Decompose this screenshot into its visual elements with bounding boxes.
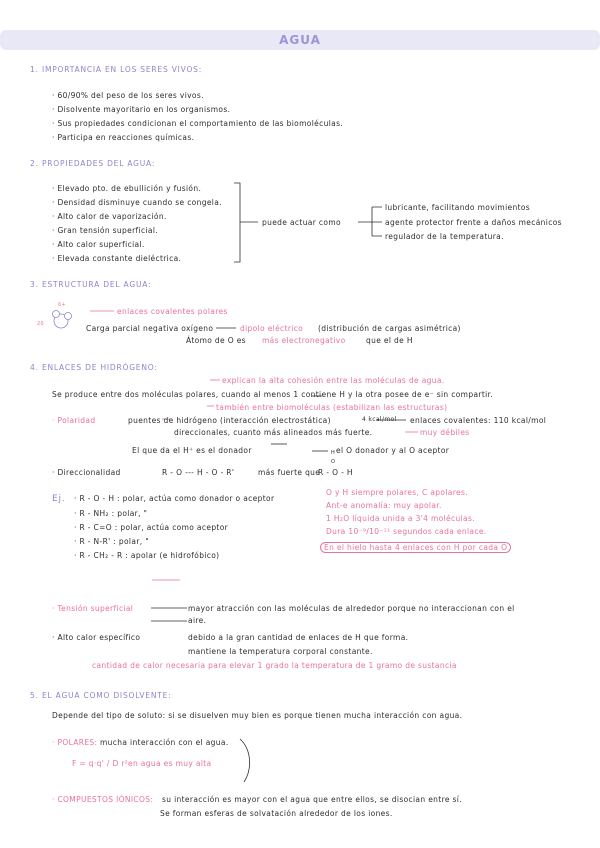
list-item: · Densidad disminuye cuando se congela. — [52, 198, 222, 207]
side-note: Dura 10⁻⁹/10⁻¹¹ segundos cada enlace. — [326, 527, 487, 536]
polares-text: mucha interacción con el agua. — [100, 738, 229, 747]
puentes-text: puentes de hidrógeno (interacción electrostática) — [128, 416, 331, 425]
boxed-note: En el hielo hasta 4 enlaces con H por cada O — [320, 542, 511, 553]
example-item: · R - C=O : polar, actúa como aceptor — [74, 523, 229, 532]
also-note: también entre biomoléculas (estabilizan las estructuras) — [216, 403, 448, 412]
direccionalidad-bond2: R - O - H — [318, 468, 353, 477]
donor-text: El que da el H⁺ es el donador — [132, 446, 252, 455]
section-heading-disolvente: 5. EL AGUA COMO DISOLVENTE: — [30, 691, 172, 700]
role-item: lubricante, facilitando movimientos — [385, 203, 531, 212]
properties-connector-text: puede actuar como — [262, 218, 341, 227]
direccionalidad-o: O — [331, 459, 336, 465]
list-item: · Participa en reacciones químicas. — [52, 133, 195, 142]
dipole-paren-text: (distribución de cargas asimétrica) — [318, 324, 461, 333]
solvent-intro: Depende del tipo de soluto: si se disuelven muy bien es porque tienen mucha interacción con agua. — [52, 711, 463, 720]
tension-label: · Tensión superficial — [52, 604, 134, 613]
example-item: · R - N-R' : polar, " — [74, 537, 150, 546]
section-heading-importancia: 1. IMPORTANCIA EN LOS SERES VIVOS: — [30, 65, 203, 74]
charge-text: Carga parcial negativa oxígeno — [86, 324, 214, 333]
role-item: agente protector frente a daños mecánicos — [385, 218, 562, 227]
side-note: O y H siempre polares, C apolares. — [326, 488, 468, 497]
delta-plus-label: δ+ — [58, 302, 66, 308]
direccionalidad-mas: más fuerte que — [258, 468, 321, 477]
list-item: · Alto calor superficial. — [52, 240, 145, 249]
direccionalidad-h: H — [331, 450, 336, 456]
atom-text-a: Átomo de O es — [186, 336, 246, 345]
formula-note: en agua es muy alta — [128, 759, 212, 768]
direccionales-text: direccionales, cuanto más alineados más fuerte. — [174, 428, 373, 437]
direccionalidad-label: · Direccionalidad — [52, 468, 121, 477]
list-item: · 60/90% del peso de los seres vivos. — [52, 91, 204, 100]
muy-debiles-text: muy débiles — [420, 428, 470, 437]
delta-minus-label: 2δ — [37, 321, 44, 327]
intro-text: Se produce entre dos moléculas polares, cuando al menos 1 contiene H y la otra posee de e⁻ sin compartir. — [52, 390, 494, 399]
bonds-note: enlaces covalentes polares — [117, 307, 228, 316]
list-item: · Disolvente mayoritario en los organismos. — [52, 105, 231, 114]
section-heading-propiedades: 2. PROPIEDADES DEL AGUA: — [30, 159, 156, 168]
acceptor-text: el O donador y al O aceptor — [336, 446, 450, 455]
page-title: AGUA — [279, 33, 321, 47]
tension-text: mayor atracción con las moléculas de alrededor porque no interaccionan con el — [188, 604, 515, 613]
dipole-text: dipolo eléctrico — [240, 324, 304, 333]
list-item: · Gran tensión superficial. — [52, 226, 158, 235]
calor-label: · Alto calor específico — [52, 633, 141, 642]
list-item: · Elevada constante dieléctrica. — [52, 254, 182, 263]
role-item: regulador de la temperatura. — [385, 232, 504, 241]
explain-note: explican la alta cohesión entre las moléculas de agua. — [222, 376, 445, 385]
ionicos-text: su interacción es mayor con el agua que entre ellos, se disocian entre sí. — [162, 795, 462, 804]
direccionalidad-bond: R - O --- H - O - R' — [162, 468, 235, 477]
calor-text-2: mantiene la temperatura corporal constante. — [188, 647, 373, 656]
example-item: · R - O - H : polar, actúa como donador o aceptor — [74, 494, 275, 503]
polares-label: · POLARES: — [52, 738, 98, 747]
list-item: · Alto calor de vaporización. — [52, 212, 167, 221]
side-note: 1 H₂O líquida unida a 3'4 moléculas. — [326, 514, 475, 523]
atom-text-pink: más electronegativo — [262, 336, 346, 345]
list-item: · Sus propiedades condicionan el comportamiento de las biomoléculas. — [52, 119, 344, 128]
list-item: · Elevado pto. de ebullición y fusión. — [52, 184, 202, 193]
polaridad-label: · Polaridad — [52, 416, 96, 425]
calor-text: debido a la gran cantidad de enlaces de H que forma. — [188, 633, 409, 642]
example-item: · R - CH₂ - R : apolar (e hidrofóbico) — [74, 551, 220, 560]
energy-text: 4 kcal/mol — [362, 416, 397, 423]
calor-note: cantidad de calor necesaria para elevar 1 grado la temperatura de 1 gramo de sustancia — [92, 661, 457, 670]
example-label: Ej. — [52, 494, 66, 504]
side-note: Ant-e anomalía: muy apolar. — [326, 501, 442, 510]
example-item: · R - NH₂ : polar, " — [74, 509, 148, 518]
coulomb-formula: F = q·q' / D r² — [72, 759, 129, 768]
tension-text-2: aire. — [188, 616, 207, 625]
covalent-compare-text: enlaces covalentes: 110 kcal/mol — [410, 416, 547, 425]
atom-text-b: que el de H — [366, 336, 413, 345]
ionicos-text-2: Se forman esferas de solvatación alrededor de los iones. — [160, 809, 393, 818]
water-molecule-sketch — [53, 311, 72, 329]
section-heading-enlaces: 4. ENLACES DE HIDRÓGENO: — [30, 363, 158, 372]
ionicos-label: · COMPUESTOS IÓNICOS: — [52, 795, 154, 804]
section-heading-estructura: 3. ESTRUCTURA DEL AGUA: — [30, 280, 152, 289]
